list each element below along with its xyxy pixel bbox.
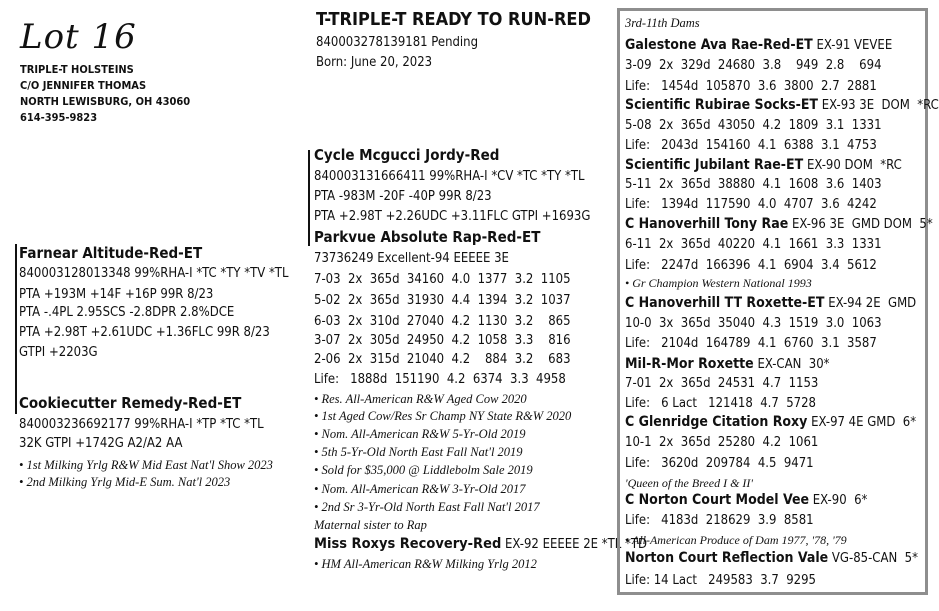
sire-line: PTA +193M +14F +16P 99R 8/23 bbox=[19, 287, 214, 302]
dam-ancestor-classification: EX-91 VEVEE bbox=[812, 38, 893, 53]
dam-ancestor-name: Galestone Ava Rae-Red-ET bbox=[625, 37, 813, 53]
animal-born: Born: June 20, 2023 bbox=[316, 55, 433, 70]
sire-line: PTA +2.98T +2.61UDC +1.36FLC 99R 8/23 bbox=[19, 325, 270, 340]
dam2-line: 2-06 2x 315d 21040 4.2 884 3.2 683 bbox=[314, 352, 571, 367]
dam-ancestor-record: Life: 4183d 218629 3.9 8581 bbox=[625, 513, 814, 528]
dam-ancestor-record: Life: 14 Lact 249583 3.7 9295 bbox=[625, 573, 816, 588]
dam2-note: • Sold for $35,000 @ Liddlebolm Sale 2019 bbox=[314, 463, 533, 477]
lot-title: Lot 16 bbox=[20, 17, 137, 57]
dams-box-heading: 3rd-11th Dams bbox=[625, 16, 700, 30]
consignor-line-3: NORTH LEWISBURG, OH 43060 bbox=[20, 95, 191, 108]
dam-ancestor-row bbox=[625, 357, 830, 371]
dam-ancestor-record: Life: 6 Lact 121418 4.7 5728 bbox=[625, 396, 816, 411]
dam-ancestor-record: Life: 1394d 117590 4.0 4707 3.6 4242 bbox=[625, 197, 877, 212]
dam-ancestor-record: 10-1 2x 365d 25280 4.2 1061 bbox=[625, 435, 819, 450]
dam-ancestor-record: 7-01 2x 365d 24531 4.7 1153 bbox=[625, 376, 819, 391]
dam-bracket bbox=[15, 362, 17, 414]
dam-ancestor-name: Mil-R-Mor Roxette bbox=[625, 356, 754, 372]
dam-ancestor-record: 10-0 3x 365d 35040 4.3 1519 3.0 1063 bbox=[625, 316, 882, 331]
dam-ancestor-classification: EX-96 3E GMD DOM 5* bbox=[788, 217, 933, 232]
sire2-name: Cycle Mcgucci Jordy-Red bbox=[314, 146, 500, 164]
dam-ancestor-record: Life: 3620d 209784 4.5 9471 bbox=[625, 456, 814, 471]
dam-ancestor-classification: EX-97 4E GMD 6* bbox=[807, 415, 917, 430]
dam2-line: 3-07 2x 305d 24950 4.2 1058 3.3 816 bbox=[314, 333, 571, 348]
animal-name: T-TRIPLE-T READY TO RUN-RED bbox=[316, 9, 591, 30]
sire-line: PTA -.4PL 2.95SCS -2.8DPR 2.8%DCE bbox=[19, 305, 235, 320]
sire-bracket bbox=[15, 244, 17, 362]
granddam-name: Miss Roxys Recovery-Red bbox=[314, 536, 502, 552]
dam-ancestor-record: 5-11 2x 365d 38880 4.1 1608 3.6 1403 bbox=[625, 177, 882, 192]
animal-id: 840003278139181 Pending bbox=[316, 35, 479, 50]
dam2-note: • 5th 5-Yr-Old North East Fall Nat'l 2019 bbox=[314, 445, 523, 459]
dam-ancestor-record: 6-11 2x 365d 40220 4.1 1661 3.3 1331 bbox=[625, 237, 882, 252]
sire2-line: PTA +2.98T +2.26UDC +3.11FLC GTPI +1693G bbox=[314, 209, 591, 224]
dam2-note: • Nom. All-American R&W 3-Yr-Old 2017 bbox=[314, 482, 526, 496]
sire-line: 840003128013348 99%RHA-I *TC *TY *TV *TL bbox=[19, 266, 289, 281]
dam2-name: Parkvue Absolute Rap-Red-ET bbox=[314, 228, 541, 246]
dam2-note: • 2nd Sr 3-Yr-Old North East Fall Nat'l 2017 bbox=[314, 500, 540, 514]
consignor-line-2: C/O JENNIFER THOMAS bbox=[20, 79, 147, 92]
granddam-classification: EX-92 EEEEE 2E *TL *TD bbox=[501, 537, 647, 552]
granddam-note: • HM All-American R&W Milking Yrlg 2012 bbox=[314, 557, 537, 571]
dam2-line: 5-02 2x 365d 31930 4.4 1394 3.2 1037 bbox=[314, 293, 571, 308]
dam-ancestor-record: Life: 2104d 164789 4.1 6760 3.1 3587 bbox=[625, 336, 877, 351]
dam-ancestor-record: 5-08 2x 365d 43050 4.2 1809 3.1 1331 bbox=[625, 118, 882, 133]
sire2-line: 840003131666411 99%RHA-I *CV *TC *TY *TL bbox=[314, 169, 585, 184]
dam-ancestor-row bbox=[625, 551, 918, 565]
dam-ancestor-classification: VG-85-CAN 5* bbox=[828, 551, 918, 566]
dam-ancestor-note: • Gr Champion Western National 1993 bbox=[625, 276, 812, 290]
dam-ancestor-record: 3-09 2x 329d 24680 3.8 949 2.8 694 bbox=[625, 58, 882, 73]
dam-note: • 1st Milking Yrlg R&W Mid East Nat'l Show 2023 bbox=[19, 458, 273, 472]
dam2-note: Maternal sister to Rap bbox=[314, 518, 427, 532]
dam-ancestor-name: Scientific Rubirae Socks-ET bbox=[625, 97, 819, 113]
dam-ancestor-row bbox=[625, 98, 939, 112]
dam-ancestor-name: C Hanoverhill Tony Rae bbox=[625, 216, 789, 232]
consignor-line-4: 614-395-9823 bbox=[20, 111, 98, 124]
sire2-line: PTA -983M -20F -40P 99R 8/23 bbox=[314, 189, 492, 204]
dam-ancestor-name: C Hanoverhill TT Roxette-ET bbox=[625, 295, 825, 311]
dam2-line: Life: 1888d 151190 4.2 6374 3.3 4958 bbox=[314, 372, 566, 387]
granddam-row bbox=[314, 537, 647, 552]
consignor-line-1: TRIPLE-T HOLSTEINS bbox=[20, 63, 134, 76]
dam-ancestor-row bbox=[625, 493, 867, 507]
dam-ancestor-name: Scientific Jubilant Rae-ET bbox=[625, 157, 804, 173]
dam-line: 840003236692177 99%RHA-I *TP *TC *TL bbox=[19, 417, 264, 432]
dam2-line: 6-03 2x 310d 27040 4.2 1130 3.2 865 bbox=[314, 314, 571, 329]
dam2-line: 7-03 2x 365d 34160 4.0 1377 3.2 1105 bbox=[314, 272, 571, 287]
dam-ancestor-classification: EX-90 DOM *RC bbox=[803, 158, 902, 173]
dam-ancestor-record: Life: 1454d 105870 3.6 3800 2.7 2881 bbox=[625, 79, 877, 94]
dam2-note: • Nom. All-American R&W 5-Yr-Old 2019 bbox=[314, 427, 526, 441]
dam2-note: • Res. All-American R&W Aged Cow 2020 bbox=[314, 392, 527, 406]
dam-ancestor-row bbox=[625, 296, 916, 310]
dam2-line: 73736249 Excellent-94 EEEEE 3E bbox=[314, 251, 509, 266]
dam-ancestor-record: Life: 2043d 154160 4.1 6388 3.1 4753 bbox=[625, 138, 877, 153]
dam-ancestor-classification: EX-CAN 30* bbox=[753, 357, 830, 372]
dam-ancestor-name: C Norton Court Model Vee bbox=[625, 492, 810, 508]
dam-ancestor-row bbox=[625, 38, 892, 52]
dam-ancestor-name: C Glenridge Citation Roxy bbox=[625, 414, 808, 430]
dam-line: 32K GTPI +1742G A2/A2 AA bbox=[19, 436, 183, 451]
dam-ancestor-note: • All-American Produce of Dam 1977, '78, '79 bbox=[625, 533, 847, 547]
dam-ancestor-row bbox=[625, 217, 933, 231]
sire2-bracket bbox=[308, 150, 310, 246]
dam-ancestor-row bbox=[625, 158, 902, 172]
dam-ancestor-classification: EX-90 6* bbox=[809, 493, 868, 508]
dam-ancestor-record: Life: 2247d 166396 4.1 6904 3.4 5612 bbox=[625, 258, 877, 273]
dam-note: • 2nd Milking Yrlg Mid-E Sum. Nat'l 2023 bbox=[19, 475, 231, 489]
dam-ancestor-classification: EX-93 3E DOM *RC bbox=[818, 98, 939, 113]
dam-ancestor-name: Norton Court Reflection Vale bbox=[625, 550, 829, 566]
dam-ancestor-classification: EX-94 2E GMD bbox=[824, 296, 917, 311]
sire-name: Farnear Altitude-Red-ET bbox=[19, 244, 203, 262]
sire-line: GTPI +2203G bbox=[19, 345, 98, 360]
dam2-note: • 1st Aged Cow/Res Sr Champ NY State R&W 2020 bbox=[314, 409, 572, 423]
dam-name: Cookiecutter Remedy-Red-ET bbox=[19, 394, 242, 412]
dam-ancestor-note: 'Queen of the Breed I & II' bbox=[625, 476, 753, 490]
dam-ancestor-row bbox=[625, 415, 916, 429]
